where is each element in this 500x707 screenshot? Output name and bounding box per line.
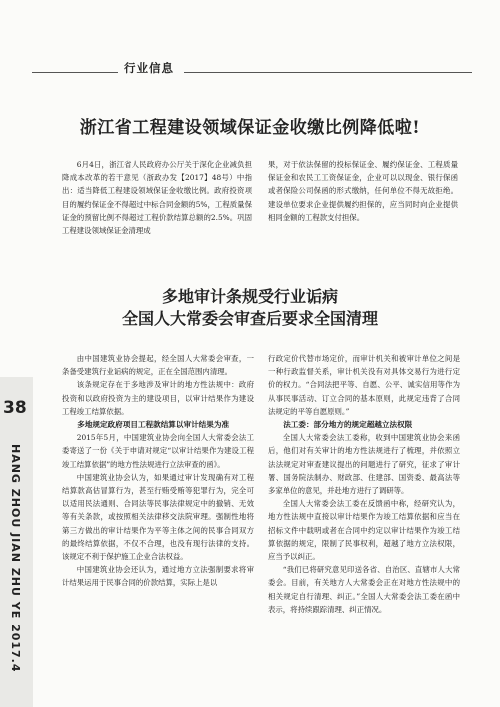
article2-right-subheading: 法工委：部分地方的规定超越立法权限: [283, 420, 413, 430]
article1-left-column: [62, 158, 252, 237]
article2-right-p2: 全国人大常委会法工委称，收到中国建筑业协会来函后，他们对有关审计的地方性法规进行了梳理，并依照立法法规定对审查建议提出的问题进行了研究，征求了审计署、国务院法制办、财政部、住建部、国资委、最高法等多家单位的意见，并赴地方进行了调研等。: [268, 433, 460, 496]
article2-left-p2: 该条规定存在于多地涉及审计的地方性法规中：政府投资和以政府投资为主的建设项目，以审计结果作为建设工程竣工结算依据。: [62, 380, 254, 416]
article2-left-p4: 中国建筑业协会认为，如果通过审计发现确有对工程结算款高估冒算行为，甚至行贿受贿等犯罪行为，完全可以适用民法通则、合同法等民事法律规定中的撤销、无效等有关条款，或按照相关法律移交法院审理。强制性地将第三方做出的审计结果作为平等主体之间的民事合同双方的最终结算依据，不仅不合理，也没有现行法律的支持。该规定不利于保护施工企业合法权益。: [62, 472, 254, 562]
article2-right-p4: “我们已将研究意见印送各省、自治区、直辖市人大常委会。目前，有关地方人大常委会正在对地方性法规中的相关规定自行清理、纠正。”全国人大常委会法工委在函中表示，将持续跟踪清理、纠正情况。: [268, 565, 460, 614]
article2-left-p3: 2015年5月，中国建筑业协会向全国人大常委会法工委寄送了一份《关于申请对规定“以审计结果作为建设工程竣工结算依据”的地方性法规进行立法审查的函》。: [62, 433, 254, 469]
article2-right-p1: 行政定价代替市场定价，而审计机关和被审计单位之间是一种行政监督关系，审计机关没有对具体交易行为进行定价的权力。“合同法把平等、自愿、公平、诚实信用等作为从事民事活动、订立合同的基本原则，此规定违背了合同法规定的平等自愿原则。”: [268, 354, 460, 416]
article2-left-p5: 中国建筑业协会还认为，通过地方立法强制要求将审计结果运用于民事合同的价款结算，实际上是以: [62, 565, 254, 588]
journal-name-vertical: HANG ZHOU JIAN ZHU YE 2017.4: [9, 444, 22, 673]
section-label: 行业信息: [124, 61, 174, 75]
article1-left-p1: 6月4日，浙江省人民政府办公厅关于深化企业减负担降成本改革的若干意见（浙政办发【2017】48号）中指出：适当降低工程建设领域保证金收缴比例。政府投资项目的履约保证金不得超过中标合同金额的5%，工程质量保证金的预留比例不得超过工程价款结算总额的2.5%。巩固工程建设领域保证金清理成: [62, 160, 252, 236]
page-number: 38: [3, 398, 27, 418]
article2-left-subheading: 多地规定政府项目工程款结算以审计结果为准: [77, 420, 230, 430]
article1-right-column: [268, 158, 458, 224]
article2-title-line2: 全国人大常委会审查后要求全国清理: [121, 309, 378, 328]
article1-title: 浙江省工程建设领域保证金收缴比例降低啦!: [79, 118, 421, 138]
article2-title-line1: 多地审计条规受行业诟病: [161, 287, 338, 306]
article2-right-column: [268, 352, 460, 616]
article2-left-p1: 由中国建筑业协会提起，经全国人大常委会审查，一条备受建筑行业诟病的规定，正在全国范围内清理。: [62, 354, 254, 377]
header-rule-right: [184, 72, 472, 73]
article2-right-p3: 全国人大常委会法工委在反馈函中称，经研究认为，地方性法规中直接以审计结果作为竣工结算依据和应当在招标文件中载明或者在合同中约定以审计结果作为竣工结算依据的规定，限制了民事权利，超越了地方立法权限，应当予以纠正。: [268, 499, 460, 562]
header-rule-left: [32, 72, 118, 73]
article1-right-p1: 果，对于依法保留的投标保证金、履约保证金、工程质量保证金和农民工工资保证金，企业可以以现金、银行保函或者保险公司保函的形式缴纳，任何单位不得无故拒绝。建设单位要求企业提供履约担保的，应当同时向企业提供相同金额的工程款支付担保。: [268, 160, 458, 222]
article2-left-column: [62, 352, 254, 590]
